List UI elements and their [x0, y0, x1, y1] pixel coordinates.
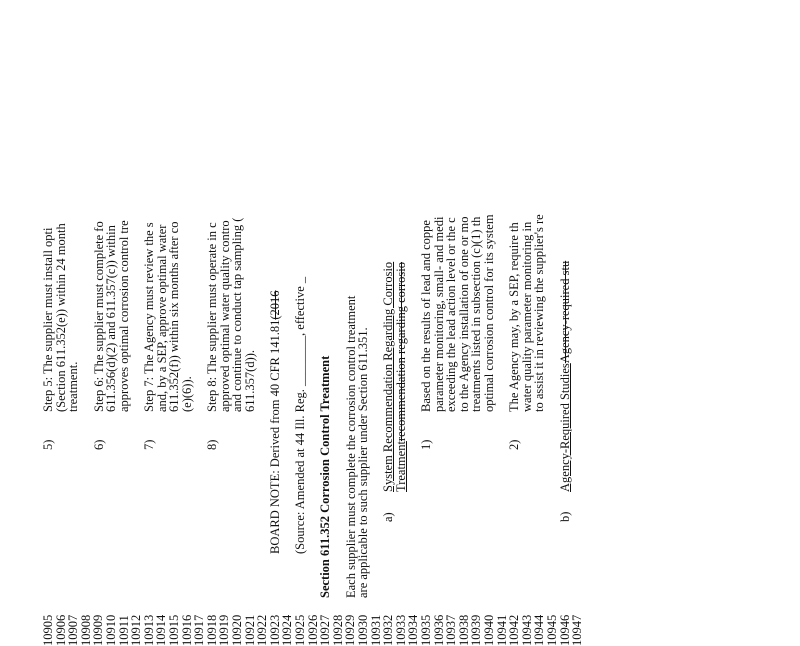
- subsection-b-title-text: Agency-Required Studies: [558, 363, 572, 492]
- step5-line-3: treatment.: [66, 361, 80, 412]
- step8-line-4: 611.357(d)).: [243, 349, 257, 412]
- line-number: 10920: [230, 614, 244, 646]
- step6-number: 6): [92, 439, 106, 450]
- source-effective: , effective _: [293, 276, 307, 336]
- line-number: 10934: [406, 614, 421, 646]
- line-number: 10914: [154, 614, 169, 646]
- board-note-struck: (2016: [268, 290, 282, 320]
- subsection-b-title: [559, 261, 572, 492]
- line-number: 10942: [507, 614, 522, 646]
- a1-line-3: exceeding the lead action level or the c: [444, 217, 458, 412]
- line-number: 10912: [129, 614, 144, 646]
- line-number: 10910: [104, 614, 118, 646]
- line-number: 10941: [494, 614, 509, 646]
- step6-line-3: approves optimal corrosion control tre: [117, 220, 131, 412]
- a2-line-2: water quality parameter monitoring in: [520, 221, 534, 412]
- step5-line-1: Step 5: The supplier must install opti: [41, 227, 55, 412]
- line-number: 10946: [557, 614, 572, 646]
- source-note-text: (Source: Amended at 44 Ill. Reg.: [293, 385, 307, 554]
- line-number: 10923: [267, 614, 282, 646]
- intro-line-2: are applicable to such supplier under Section 611.351.: [356, 327, 370, 598]
- a1-line-5: treatments listed in subsection (c)(1) th: [469, 216, 483, 412]
- line-number: 10924: [280, 614, 295, 646]
- a2-line-1: The Agency may, by a SEP, require th: [507, 222, 521, 412]
- line-number: 10909: [91, 614, 106, 646]
- line-number: 10945: [545, 614, 559, 646]
- board-note-text: BOARD NOTE: Derived from 40 CFR 141.81: [268, 319, 282, 554]
- line-number: 10935: [419, 614, 433, 646]
- source-blank: ________: [293, 335, 307, 386]
- line-number: 10932: [381, 614, 396, 646]
- a2-number: 2): [507, 439, 521, 450]
- line-number: 10925: [293, 614, 307, 646]
- subsection-a-title-1: System Recommendation Regarding Corrosio: [381, 261, 395, 492]
- step8-line-1: Step 8: The supplier must operate in c: [205, 222, 219, 412]
- a1-line-4: to the Agency installation of one or mo: [457, 216, 471, 412]
- line-number: 10915: [167, 614, 181, 646]
- step5-line-2: (Section 611.352(e)) within 24 month: [54, 223, 68, 412]
- subsection-b-number: b): [558, 511, 572, 522]
- step7-line-3: 611.352(f)) within six months after co: [167, 221, 181, 412]
- line-number: 10936: [431, 614, 446, 646]
- line-number: 10911: [116, 615, 131, 646]
- line-number: 10947: [570, 614, 585, 646]
- a1-number: 1): [419, 439, 433, 450]
- subsection-a-title-2: [395, 262, 408, 492]
- line-number: 10929: [343, 614, 358, 646]
- step8-line-2: approved optimal water quality contro: [218, 220, 232, 412]
- a1-line-6: optimal corrosion control for its system: [482, 214, 496, 412]
- section-title: Section 611.352 Corrosion Control Treatment: [318, 355, 332, 598]
- step6-line-1: Step 6: The supplier must complete fo: [92, 221, 106, 412]
- line-number: 10940: [482, 614, 496, 646]
- step6-line-2: 611.356(d)(2) and 611.357(c)) within: [104, 225, 118, 412]
- line-number: 10905: [41, 614, 55, 646]
- line-number: 10922: [255, 614, 270, 646]
- line-number: 10907: [66, 614, 81, 646]
- line-number: 10919: [217, 614, 232, 646]
- a1-line-2: parameter monitoring, small- and medi: [432, 216, 446, 412]
- step7-line-1: Step 7: The Agency must review the s: [142, 222, 156, 412]
- subsection-a-title-struck: recommendation regarding corrosio: [394, 261, 408, 442]
- line-number: 10918: [204, 614, 219, 646]
- line-number: 10908: [78, 614, 93, 646]
- step5-number: 5): [41, 439, 55, 450]
- line-number: 10927: [318, 614, 333, 646]
- a1-line-1: Based on the results of lead and coppe: [419, 220, 433, 412]
- source-note: [294, 277, 307, 554]
- line-number: 10931: [368, 614, 383, 646]
- step7-number: 7): [142, 439, 156, 450]
- line-number: 10930: [356, 614, 370, 646]
- step7-line-2: and, by a SEP, approve optimal water: [155, 224, 169, 412]
- board-note: [269, 290, 282, 554]
- line-number: 10938: [456, 614, 471, 646]
- line-number: 10913: [141, 614, 156, 646]
- line-number: 10906: [53, 614, 68, 646]
- line-number: 10928: [330, 614, 345, 646]
- line-number: 10921: [242, 614, 257, 646]
- line-number: 10916: [179, 614, 194, 646]
- line-number: 10917: [192, 614, 207, 646]
- line-number: 10937: [444, 614, 459, 646]
- line-number: 10939: [469, 614, 484, 646]
- line-number: 10933: [393, 614, 408, 646]
- subsection-b-title-struck: Agency-required stu: [558, 260, 572, 364]
- intro-line-1: Each supplier must complete the corrosion control treatment: [344, 295, 358, 598]
- step7-line-4: (e)(6)).: [180, 376, 194, 412]
- line-number: 10926: [305, 614, 320, 646]
- subsection-a-number: a): [381, 512, 395, 522]
- step8-number: 8): [205, 439, 219, 450]
- step8-line-3: and continue to conduct tap sampling (: [230, 217, 244, 412]
- line-number: 10943: [519, 614, 534, 646]
- line-number: 10944: [532, 614, 547, 646]
- a2-line-3: to assist it in reviewing the supplier's re: [532, 214, 546, 412]
- subsection-a-title-treatment: Treatment: [394, 441, 408, 492]
